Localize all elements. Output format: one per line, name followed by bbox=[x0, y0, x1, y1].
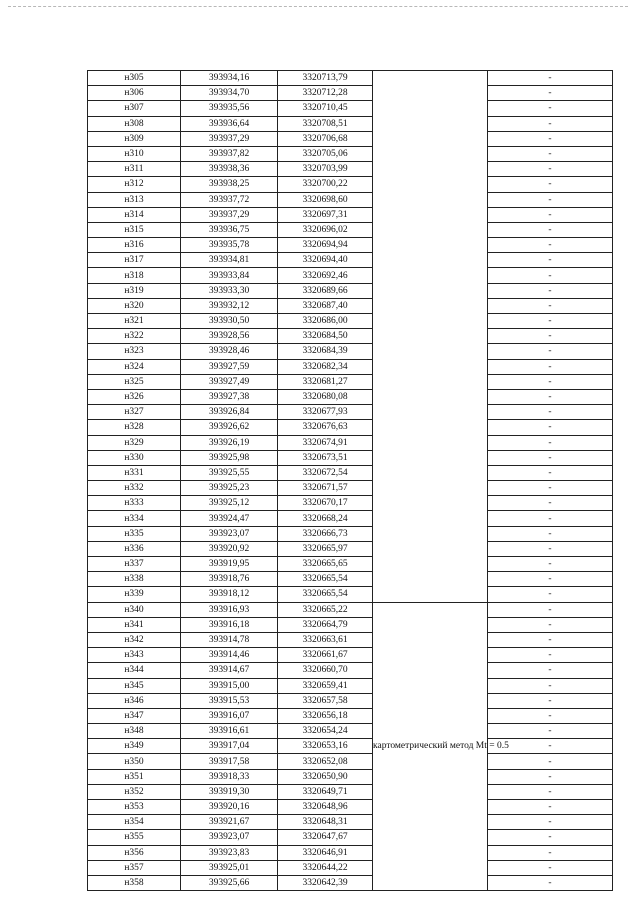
y-coordinate-cell: 3320648,31 bbox=[278, 815, 373, 830]
mark-cell: - bbox=[488, 860, 613, 875]
mark-cell: - bbox=[488, 253, 613, 268]
y-coordinate-cell: 3320665,54 bbox=[278, 572, 373, 587]
y-coordinate-cell: 3320650,90 bbox=[278, 769, 373, 784]
y-coordinate-cell: 3320705,06 bbox=[278, 146, 373, 161]
point-name-cell: н314 bbox=[88, 207, 181, 222]
y-coordinate-cell: 3320710,45 bbox=[278, 101, 373, 116]
y-coordinate-cell: 3320644,22 bbox=[278, 860, 373, 875]
x-coordinate-cell: 393923,07 bbox=[181, 830, 278, 845]
mark-cell: - bbox=[488, 344, 613, 359]
table-row bbox=[88, 617, 613, 632]
point-name-cell: н318 bbox=[88, 268, 181, 283]
x-coordinate-cell: 393925,23 bbox=[181, 481, 278, 496]
point-name-cell: н327 bbox=[88, 405, 181, 420]
x-coordinate-cell: 393932,12 bbox=[181, 298, 278, 313]
point-name-cell: н346 bbox=[88, 693, 181, 708]
table-row bbox=[88, 754, 613, 769]
x-coordinate-cell: 393927,49 bbox=[181, 374, 278, 389]
y-coordinate-cell: 3320680,08 bbox=[278, 389, 373, 404]
x-coordinate-cell: 393914,46 bbox=[181, 648, 278, 663]
y-coordinate-cell: 3320647,67 bbox=[278, 830, 373, 845]
table-row bbox=[88, 678, 613, 693]
mark-cell: - bbox=[488, 329, 613, 344]
table-row bbox=[88, 587, 613, 602]
mark-cell: - bbox=[488, 207, 613, 222]
y-coordinate-cell: 3320674,91 bbox=[278, 435, 373, 450]
y-coordinate-cell: 3320684,50 bbox=[278, 329, 373, 344]
point-name-cell: н306 bbox=[88, 86, 181, 101]
mark-cell: - bbox=[488, 496, 613, 511]
table-row bbox=[88, 572, 613, 587]
point-name-cell: н313 bbox=[88, 192, 181, 207]
point-name-cell: н319 bbox=[88, 283, 181, 298]
mark-cell: - bbox=[488, 283, 613, 298]
y-coordinate-cell: 3320656,18 bbox=[278, 708, 373, 723]
point-name-cell: н342 bbox=[88, 632, 181, 647]
x-coordinate-cell: 393917,58 bbox=[181, 754, 278, 769]
x-coordinate-cell: 393938,25 bbox=[181, 177, 278, 192]
point-name-cell: н330 bbox=[88, 450, 181, 465]
point-name-cell: н340 bbox=[88, 602, 181, 617]
point-name-cell: н355 bbox=[88, 830, 181, 845]
y-coordinate-cell: 3320687,40 bbox=[278, 298, 373, 313]
y-coordinate-cell: 3320682,34 bbox=[278, 359, 373, 374]
point-name-cell: н320 bbox=[88, 298, 181, 313]
point-name-cell: н329 bbox=[88, 435, 181, 450]
table-row bbox=[88, 739, 613, 754]
table-row bbox=[88, 526, 613, 541]
mark-cell: - bbox=[488, 298, 613, 313]
table-row bbox=[88, 283, 613, 298]
method-cell: картометрический метод Mt = 0.5 bbox=[373, 602, 488, 891]
mark-cell: - bbox=[488, 708, 613, 723]
point-name-cell: н312 bbox=[88, 177, 181, 192]
point-name-cell: н353 bbox=[88, 800, 181, 815]
point-name-cell: н337 bbox=[88, 557, 181, 572]
y-coordinate-cell: 3320663,61 bbox=[278, 632, 373, 647]
x-coordinate-cell: 393937,72 bbox=[181, 192, 278, 207]
x-coordinate-cell: 393928,46 bbox=[181, 344, 278, 359]
point-name-cell: н326 bbox=[88, 389, 181, 404]
y-coordinate-cell: 3320706,68 bbox=[278, 131, 373, 146]
y-coordinate-cell: 3320696,02 bbox=[278, 222, 373, 237]
x-coordinate-cell: 393925,55 bbox=[181, 465, 278, 480]
method-cell bbox=[373, 71, 488, 603]
x-coordinate-cell: 393924,47 bbox=[181, 511, 278, 526]
y-coordinate-cell: 3320665,97 bbox=[278, 541, 373, 556]
point-name-cell: н316 bbox=[88, 238, 181, 253]
y-coordinate-cell: 3320692,46 bbox=[278, 268, 373, 283]
point-name-cell: н321 bbox=[88, 314, 181, 329]
point-name-cell: н325 bbox=[88, 374, 181, 389]
y-coordinate-cell: 3320652,08 bbox=[278, 754, 373, 769]
x-coordinate-cell: 393927,59 bbox=[181, 359, 278, 374]
mark-cell: - bbox=[488, 845, 613, 860]
mark-cell: - bbox=[488, 86, 613, 101]
mark-cell: - bbox=[488, 222, 613, 237]
y-coordinate-cell: 3320659,41 bbox=[278, 678, 373, 693]
x-coordinate-cell: 393937,29 bbox=[181, 207, 278, 222]
table-row bbox=[88, 359, 613, 374]
x-coordinate-cell: 393915,00 bbox=[181, 678, 278, 693]
mark-cell: - bbox=[488, 405, 613, 420]
table-row bbox=[88, 769, 613, 784]
mark-cell: - bbox=[488, 420, 613, 435]
y-coordinate-cell: 3320672,54 bbox=[278, 465, 373, 480]
y-coordinate-cell: 3320700,22 bbox=[278, 177, 373, 192]
mark-cell: - bbox=[488, 481, 613, 496]
mark-cell: - bbox=[488, 557, 613, 572]
y-coordinate-cell: 3320712,28 bbox=[278, 86, 373, 101]
y-coordinate-cell: 3320648,96 bbox=[278, 800, 373, 815]
table-row bbox=[88, 708, 613, 723]
point-name-cell: н348 bbox=[88, 724, 181, 739]
point-name-cell: н308 bbox=[88, 116, 181, 131]
y-coordinate-cell: 3320665,22 bbox=[278, 602, 373, 617]
x-coordinate-cell: 393937,29 bbox=[181, 131, 278, 146]
table-row bbox=[88, 450, 613, 465]
mark-cell: - bbox=[488, 678, 613, 693]
coordinates-table bbox=[87, 70, 613, 891]
mark-cell: - bbox=[488, 663, 613, 678]
point-name-cell: н324 bbox=[88, 359, 181, 374]
mark-cell: - bbox=[488, 389, 613, 404]
table-row bbox=[88, 860, 613, 875]
mark-cell: - bbox=[488, 602, 613, 617]
point-name-cell: н343 bbox=[88, 648, 181, 663]
x-coordinate-cell: 393916,93 bbox=[181, 602, 278, 617]
point-name-cell: н305 bbox=[88, 71, 181, 86]
mark-cell: - bbox=[488, 101, 613, 116]
y-coordinate-cell: 3320654,24 bbox=[278, 724, 373, 739]
table-row bbox=[88, 420, 613, 435]
table-row bbox=[88, 146, 613, 161]
mark-cell: - bbox=[488, 800, 613, 815]
point-name-cell: н338 bbox=[88, 572, 181, 587]
table-row bbox=[88, 71, 613, 86]
mark-cell: - bbox=[488, 526, 613, 541]
table-row bbox=[88, 830, 613, 845]
mark-cell: - bbox=[488, 724, 613, 739]
table-row bbox=[88, 177, 613, 192]
x-coordinate-cell: 393936,64 bbox=[181, 116, 278, 131]
x-coordinate-cell: 393918,33 bbox=[181, 769, 278, 784]
table-row bbox=[88, 162, 613, 177]
x-coordinate-cell: 393935,78 bbox=[181, 238, 278, 253]
x-coordinate-cell: 393938,36 bbox=[181, 162, 278, 177]
y-coordinate-cell: 3320676,63 bbox=[278, 420, 373, 435]
mark-cell: - bbox=[488, 769, 613, 784]
point-name-cell: н339 bbox=[88, 587, 181, 602]
point-name-cell: н310 bbox=[88, 146, 181, 161]
y-coordinate-cell: 3320670,17 bbox=[278, 496, 373, 511]
table-row bbox=[88, 253, 613, 268]
point-name-cell: н357 bbox=[88, 860, 181, 875]
mark-cell: - bbox=[488, 632, 613, 647]
mark-cell: - bbox=[488, 875, 613, 890]
mark-cell: - bbox=[488, 511, 613, 526]
point-name-cell: н311 bbox=[88, 162, 181, 177]
y-coordinate-cell: 3320686,00 bbox=[278, 314, 373, 329]
x-coordinate-cell: 393926,62 bbox=[181, 420, 278, 435]
y-coordinate-cell: 3320671,57 bbox=[278, 481, 373, 496]
mark-cell: - bbox=[488, 648, 613, 663]
mark-cell: - bbox=[488, 162, 613, 177]
point-name-cell: н307 bbox=[88, 101, 181, 116]
page-top-rule bbox=[8, 6, 628, 7]
x-coordinate-cell: 393917,04 bbox=[181, 739, 278, 754]
x-coordinate-cell: 393920,92 bbox=[181, 541, 278, 556]
y-coordinate-cell: 3320684,39 bbox=[278, 344, 373, 359]
y-coordinate-cell: 3320673,51 bbox=[278, 450, 373, 465]
y-coordinate-cell: 3320665,65 bbox=[278, 557, 373, 572]
point-name-cell: н331 bbox=[88, 465, 181, 480]
table-row bbox=[88, 86, 613, 101]
point-name-cell: н334 bbox=[88, 511, 181, 526]
mark-cell: - bbox=[488, 374, 613, 389]
point-name-cell: н354 bbox=[88, 815, 181, 830]
x-coordinate-cell: 393918,12 bbox=[181, 587, 278, 602]
table-row bbox=[88, 541, 613, 556]
mark-cell: - bbox=[488, 146, 613, 161]
mark-cell: - bbox=[488, 71, 613, 86]
table-row bbox=[88, 557, 613, 572]
x-coordinate-cell: 393926,19 bbox=[181, 435, 278, 450]
y-coordinate-cell: 3320713,79 bbox=[278, 71, 373, 86]
point-name-cell: н345 bbox=[88, 678, 181, 693]
table-row bbox=[88, 344, 613, 359]
table-row bbox=[88, 192, 613, 207]
table-row bbox=[88, 845, 613, 860]
table-row bbox=[88, 389, 613, 404]
y-coordinate-cell: 3320681,27 bbox=[278, 374, 373, 389]
mark-cell: - bbox=[488, 177, 613, 192]
table-row bbox=[88, 314, 613, 329]
y-coordinate-cell: 3320668,24 bbox=[278, 511, 373, 526]
x-coordinate-cell: 393926,84 bbox=[181, 405, 278, 420]
table-row bbox=[88, 465, 613, 480]
x-coordinate-cell: 393934,81 bbox=[181, 253, 278, 268]
x-coordinate-cell: 393936,75 bbox=[181, 222, 278, 237]
x-coordinate-cell: 393928,56 bbox=[181, 329, 278, 344]
x-coordinate-cell: 393918,76 bbox=[181, 572, 278, 587]
mark-cell: - bbox=[488, 784, 613, 799]
mark-cell: - bbox=[488, 192, 613, 207]
y-coordinate-cell: 3320677,93 bbox=[278, 405, 373, 420]
table-row bbox=[88, 648, 613, 663]
x-coordinate-cell: 393921,67 bbox=[181, 815, 278, 830]
point-name-cell: н309 bbox=[88, 131, 181, 146]
mark-cell: - bbox=[488, 617, 613, 632]
point-name-cell: н351 bbox=[88, 769, 181, 784]
y-coordinate-cell: 3320708,51 bbox=[278, 116, 373, 131]
y-coordinate-cell: 3320694,94 bbox=[278, 238, 373, 253]
y-coordinate-cell: 3320665,54 bbox=[278, 587, 373, 602]
x-coordinate-cell: 393919,30 bbox=[181, 784, 278, 799]
y-coordinate-cell: 3320703,99 bbox=[278, 162, 373, 177]
mark-cell: - bbox=[488, 587, 613, 602]
mark-cell: - bbox=[488, 131, 613, 146]
x-coordinate-cell: 393916,07 bbox=[181, 708, 278, 723]
x-coordinate-cell: 393933,30 bbox=[181, 283, 278, 298]
table-row bbox=[88, 329, 613, 344]
table-row bbox=[88, 435, 613, 450]
y-coordinate-cell: 3320661,67 bbox=[278, 648, 373, 663]
mark-cell: - bbox=[488, 754, 613, 769]
x-coordinate-cell: 393923,83 bbox=[181, 845, 278, 860]
table-row bbox=[88, 298, 613, 313]
x-coordinate-cell: 393925,12 bbox=[181, 496, 278, 511]
mark-cell: - bbox=[488, 450, 613, 465]
point-name-cell: н358 bbox=[88, 875, 181, 890]
x-coordinate-cell: 393937,82 bbox=[181, 146, 278, 161]
table-row bbox=[88, 374, 613, 389]
point-name-cell: н333 bbox=[88, 496, 181, 511]
x-coordinate-cell: 393930,50 bbox=[181, 314, 278, 329]
x-coordinate-cell: 393925,01 bbox=[181, 860, 278, 875]
table-row bbox=[88, 101, 613, 116]
x-coordinate-cell: 393914,78 bbox=[181, 632, 278, 647]
table-row bbox=[88, 116, 613, 131]
table-row bbox=[88, 405, 613, 420]
point-name-cell: н323 bbox=[88, 344, 181, 359]
table-row bbox=[88, 602, 613, 617]
x-coordinate-cell: 393915,53 bbox=[181, 693, 278, 708]
mark-cell: - bbox=[488, 116, 613, 131]
point-name-cell: н328 bbox=[88, 420, 181, 435]
coordinates-table-body bbox=[88, 71, 613, 891]
point-name-cell: н317 bbox=[88, 253, 181, 268]
y-coordinate-cell: 3320689,66 bbox=[278, 283, 373, 298]
point-name-cell: н336 bbox=[88, 541, 181, 556]
table-row bbox=[88, 238, 613, 253]
x-coordinate-cell: 393935,56 bbox=[181, 101, 278, 116]
x-coordinate-cell: 393925,66 bbox=[181, 875, 278, 890]
y-coordinate-cell: 3320660,70 bbox=[278, 663, 373, 678]
table-row bbox=[88, 222, 613, 237]
mark-cell: - bbox=[488, 435, 613, 450]
mark-cell: - bbox=[488, 739, 613, 754]
mark-cell: - bbox=[488, 815, 613, 830]
y-coordinate-cell: 3320694,40 bbox=[278, 253, 373, 268]
table-row bbox=[88, 663, 613, 678]
y-coordinate-cell: 3320657,58 bbox=[278, 693, 373, 708]
mark-cell: - bbox=[488, 693, 613, 708]
mark-cell: - bbox=[488, 359, 613, 374]
x-coordinate-cell: 393914,67 bbox=[181, 663, 278, 678]
y-coordinate-cell: 3320664,79 bbox=[278, 617, 373, 632]
mark-cell: - bbox=[488, 465, 613, 480]
mark-cell: - bbox=[488, 572, 613, 587]
table-row bbox=[88, 207, 613, 222]
table-row bbox=[88, 496, 613, 511]
y-coordinate-cell: 3320649,71 bbox=[278, 784, 373, 799]
point-name-cell: н315 bbox=[88, 222, 181, 237]
x-coordinate-cell: 393923,07 bbox=[181, 526, 278, 541]
table-row bbox=[88, 632, 613, 647]
y-coordinate-cell: 3320666,73 bbox=[278, 526, 373, 541]
x-coordinate-cell: 393933,84 bbox=[181, 268, 278, 283]
point-name-cell: н352 bbox=[88, 784, 181, 799]
y-coordinate-cell: 3320646,91 bbox=[278, 845, 373, 860]
table-row bbox=[88, 724, 613, 739]
table-row bbox=[88, 693, 613, 708]
x-coordinate-cell: 393919,95 bbox=[181, 557, 278, 572]
point-name-cell: н356 bbox=[88, 845, 181, 860]
point-name-cell: н332 bbox=[88, 481, 181, 496]
table-row bbox=[88, 511, 613, 526]
x-coordinate-cell: 393916,61 bbox=[181, 724, 278, 739]
x-coordinate-cell: 393916,18 bbox=[181, 617, 278, 632]
point-name-cell: н347 bbox=[88, 708, 181, 723]
table-row bbox=[88, 131, 613, 146]
point-name-cell: н335 bbox=[88, 526, 181, 541]
y-coordinate-cell: 3320642,39 bbox=[278, 875, 373, 890]
x-coordinate-cell: 393934,70 bbox=[181, 86, 278, 101]
point-name-cell: н341 bbox=[88, 617, 181, 632]
mark-cell: - bbox=[488, 830, 613, 845]
y-coordinate-cell: 3320653,16 bbox=[278, 739, 373, 754]
x-coordinate-cell: 393927,38 bbox=[181, 389, 278, 404]
mark-cell: - bbox=[488, 268, 613, 283]
mark-cell: - bbox=[488, 238, 613, 253]
table-row bbox=[88, 815, 613, 830]
mark-cell: - bbox=[488, 314, 613, 329]
table-row bbox=[88, 784, 613, 799]
point-name-cell: н350 bbox=[88, 754, 181, 769]
x-coordinate-cell: 393920,16 bbox=[181, 800, 278, 815]
y-coordinate-cell: 3320697,31 bbox=[278, 207, 373, 222]
point-name-cell: н349 bbox=[88, 739, 181, 754]
x-coordinate-cell: 393934,16 bbox=[181, 71, 278, 86]
table-row bbox=[88, 268, 613, 283]
y-coordinate-cell: 3320698,60 bbox=[278, 192, 373, 207]
x-coordinate-cell: 393925,98 bbox=[181, 450, 278, 465]
table-row bbox=[88, 800, 613, 815]
mark-cell: - bbox=[488, 541, 613, 556]
point-name-cell: н344 bbox=[88, 663, 181, 678]
table-row bbox=[88, 875, 613, 890]
point-name-cell: н322 bbox=[88, 329, 181, 344]
table-row bbox=[88, 481, 613, 496]
